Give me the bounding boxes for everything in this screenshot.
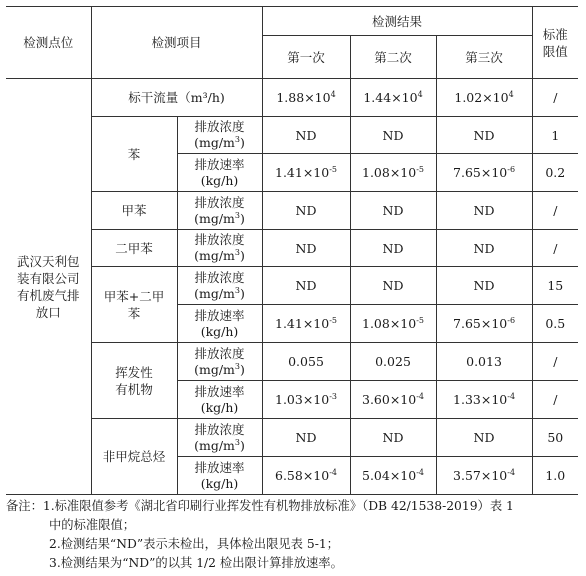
tolxyl-rate-v3: $7.65\times 10^{-6}$ [436, 305, 532, 343]
note-1b: 中的标准限值； [49, 518, 136, 532]
nmhc-rate-v1: $6.58\times 10^{-4}$ [262, 457, 350, 495]
results-table [6, 6, 578, 495]
tolxyl-conc-v3: ND [436, 267, 532, 305]
voc-rate-v3: $1.33\times 10^{-4}$ [436, 381, 532, 419]
header-item: 检测项目 [91, 7, 262, 79]
header-result: 检测结果 [262, 7, 532, 36]
voc-conc-v2: 0.025 [350, 343, 436, 381]
flow-v3: $1.02\times 10^4$ [436, 79, 532, 117]
xylene-conc-label: 排放浓度 $(mg/m^3)$ [177, 230, 262, 267]
nmhc-conc-v2: ND [350, 419, 436, 457]
flow-unit: （m³/h) [178, 90, 225, 105]
voc-conc-label: 排放浓度 $(mg/m^3)$ [177, 343, 262, 381]
flow-v1: $1.88\times 10^4$ [262, 79, 350, 117]
voc-rate-v2: $3.60\times 10^{-4}$ [350, 381, 436, 419]
nmhc-conc-v3: ND [436, 419, 532, 457]
benzene-rate-v1: $1.41\times 10^{-5}$ [262, 154, 350, 192]
toluene-name: 甲苯 [91, 192, 177, 230]
voc-rate-v1: $1.03\times 10^{-3}$ [262, 381, 350, 419]
notes [6, 497, 580, 573]
benzene-rate-v2: $1.08\times 10^{-5}$ [350, 154, 436, 192]
benzene-rate-v3: $7.65\times 10^{-6}$ [436, 154, 532, 192]
toluene-conc-limit: / [532, 192, 578, 230]
header-first: 第一次 [262, 36, 350, 79]
toluene-conc-label: 排放浓度 $(mg/m^3)$ [177, 192, 262, 230]
site-name-line2: 装有限公司 [16, 270, 80, 286]
benzene-rate-label: 排放速率 (kg/h) [177, 154, 262, 192]
tolxyl-rate-v2: $1.08\times 10^{-5}$ [350, 305, 436, 343]
voc-name: 挥发性 有机物 [91, 343, 177, 419]
flow-label [91, 79, 262, 117]
header-point: 检测点位 [6, 7, 91, 79]
tolxyl-rate-limit: 0.5 [532, 305, 578, 343]
voc-conc-v1: 0.055 [262, 343, 350, 381]
benzene-conc-v2: ND [350, 117, 436, 154]
benzene-rate-limit: 0.2 [532, 154, 578, 192]
note-1a: 备注：1.标准限值参考《湖北省印刷行业挥发性有机物排放标准》（DB 42/1538-2019）表 1 [6, 499, 514, 513]
tolxyl-conc-v2: ND [350, 267, 436, 305]
voc-conc-limit: / [532, 343, 578, 381]
header-third: 第三次 [436, 36, 532, 79]
site-name [6, 79, 91, 495]
tolxyl-name: 甲苯+二甲 苯 [91, 267, 177, 343]
tolxyl-rate-label: 排放速率 (kg/h) [177, 305, 262, 343]
header-limit-line2: 限值 [542, 43, 568, 59]
toluene-conc-v1: ND [262, 192, 350, 230]
voc-rate-limit: / [532, 381, 578, 419]
xylene-conc-limit: / [532, 230, 578, 267]
tolxyl-conc-label: 排放浓度 $(mg/m^3)$ [177, 267, 262, 305]
toluene-conc-v3: ND [436, 192, 532, 230]
nmhc-name: 非甲烷总烃 [91, 419, 177, 495]
xylene-name: 二甲苯 [91, 230, 177, 267]
site-name-line1: 武汉天利包 [16, 253, 80, 269]
nmhc-conc-limit: 50 [532, 419, 578, 457]
benzene-conc-v3: ND [436, 117, 532, 154]
benzene-name: 苯 [91, 117, 177, 192]
tolxyl-rate-v1: $1.41\times 10^{-5}$ [262, 305, 350, 343]
nmhc-rate-v2: $5.04\times 10^{-4}$ [350, 457, 436, 495]
toluene-conc-v2: ND [350, 192, 436, 230]
xylene-conc-v2: ND [350, 230, 436, 267]
flow-label-text: 标干流量 [128, 90, 179, 105]
nmhc-conc-v1: ND [262, 419, 350, 457]
flow-limit: / [532, 79, 578, 117]
note-2: 2.检测结果“ND”表示未检出，具体检出限见表 5-1； [49, 537, 339, 551]
tolxyl-conc-limit: 15 [532, 267, 578, 305]
header-second: 第二次 [350, 36, 436, 79]
site-name-line3: 有机废气排 [16, 287, 80, 303]
nmhc-conc-label: 排放浓度 $(mg/m^3)$ [177, 419, 262, 457]
benzene-conc-label: 排放浓度 $(mg/m^3)$ [177, 117, 262, 154]
voc-conc-v3: 0.013 [436, 343, 532, 381]
benzene-conc-limit: 1 [532, 117, 578, 154]
nmhc-rate-label: 排放速率 (kg/h) [177, 457, 262, 495]
site-name-line4: 放口 [35, 304, 61, 320]
voc-rate-label: 排放速率 (kg/h) [177, 381, 262, 419]
nmhc-rate-limit: 1.0 [532, 457, 578, 495]
xylene-conc-v3: ND [436, 230, 532, 267]
nmhc-rate-v3: $3.57\times 10^{-4}$ [436, 457, 532, 495]
tolxyl-conc-v1: ND [262, 267, 350, 305]
note-3: 3.检测结果为“ND”的以其 1/2 检出限计算排放速率。 [49, 556, 343, 570]
header-limit-line1: 标准 [542, 26, 568, 42]
xylene-conc-v1: ND [262, 230, 350, 267]
header-limit [532, 7, 578, 79]
flow-v2: $1.44\times 10^4$ [350, 79, 436, 117]
benzene-conc-v1: ND [262, 117, 350, 154]
